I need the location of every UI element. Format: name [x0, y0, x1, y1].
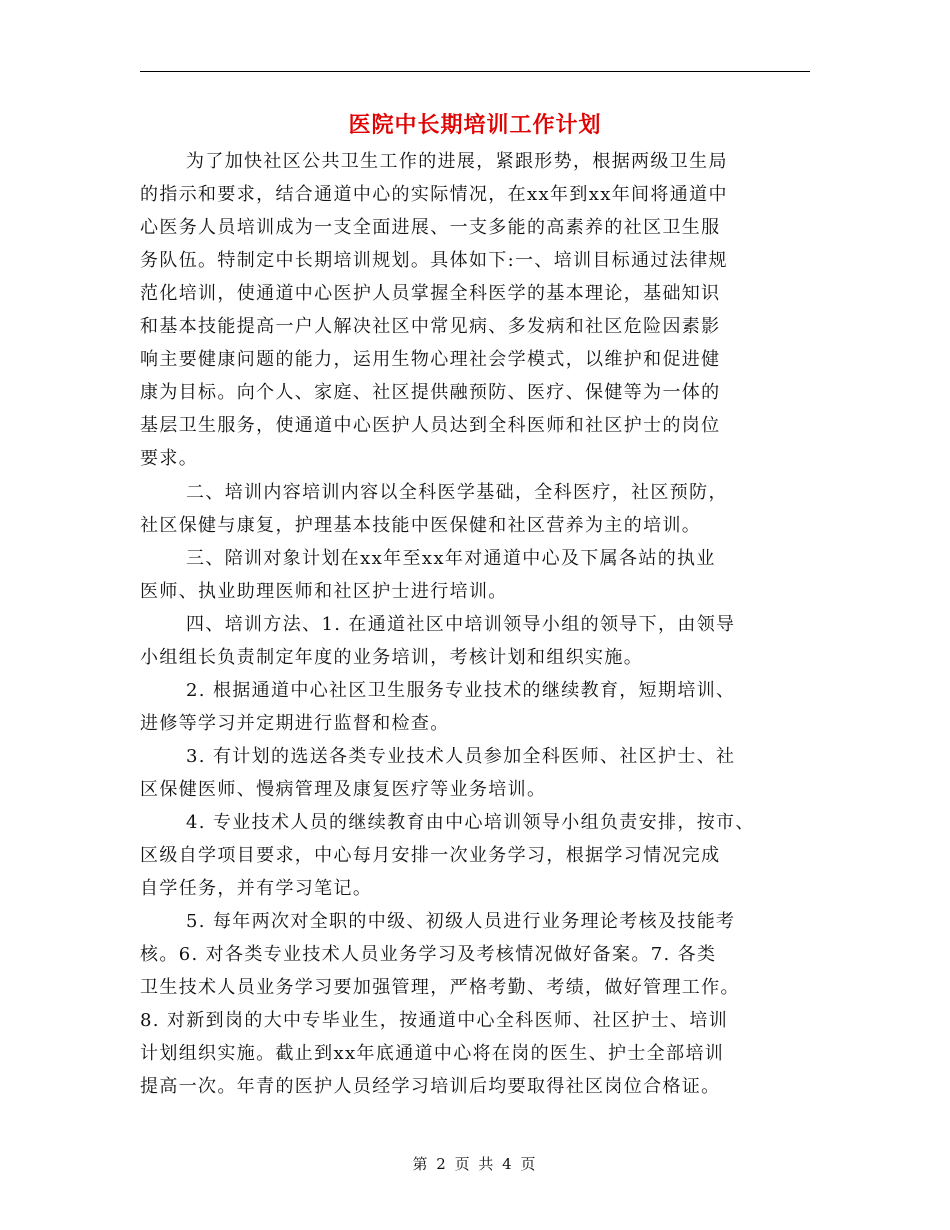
text-line: 康为目标。向个人、家庭、社区提供融预防、医疗、保健等为一体的 [140, 382, 721, 403]
page-number: 第 2 页 共 4 页 [412, 1155, 538, 1173]
text-line: 务队伍。特制定中长期培训规划。具体如下:一、培训目标通过法律规 [140, 250, 728, 271]
text-line: 8. 对新到岗的大中专毕业生，按通道中心全科医师、社区护士、培训 [140, 1010, 729, 1031]
text-line: 核。6. 对各类专业技术人员业务学习及考核情况做好备案。7. 各类 [140, 944, 717, 965]
text-line: 医师、执业助理医师和社区护士进行培训。 [140, 581, 508, 602]
text-line: 区保健医师、慢病管理及康复医疗等业务培训。 [140, 779, 547, 800]
text-line: 卫生技术人员业务学习要加强管理，严格考勤、考绩，做好管理工作。 [140, 977, 740, 998]
text-line: 区级自学项目要求，中心每月安排一次业务学习，根据学习情况完成 [140, 845, 721, 866]
text-line: 小组组长负责制定年度的业务培训，考核计划和组织实施。 [140, 647, 644, 668]
text-line: 提高一次。年青的医护人员经学习培训后均要取得社区岗位合格证。 [140, 1076, 721, 1097]
text-line: 要求。 [140, 448, 199, 469]
text-line: 响主要健康问题的能力，运用生物心理社会学模式，以维护和促进健 [140, 349, 721, 370]
text-line: 四、培训方法、1. 在通道社区中培训领导小组的领导下，由领导 [186, 614, 736, 635]
text-line: 三、陪训对象计划在xx年至xx年对通道中心及下属各站的执业 [186, 548, 716, 569]
text-line: 和基本技能提高一户人解决社区中常见病、多发病和社区危险因素影 [140, 316, 721, 337]
text-line: 社区保健与康复，护理基本技能中医保健和社区营养为主的培训。 [140, 515, 702, 536]
text-line: 心医务人员培训成为一支全面进展、一支多能的高素养的社区卫生服 [140, 217, 721, 238]
text-line: 二、培训内容培训内容以全科医学基础，全科医疗，社区预防， [186, 482, 728, 503]
text-line: 的指示和要求，结合通道中心的实际情况，在xx年到xx年间将通道中 [140, 184, 728, 205]
document-title: 医院中长期培训工作计划 [348, 112, 602, 138]
text-line: 范化培训，使通道中心医护人员掌握全科医学的基本理论，基础知识 [140, 283, 721, 304]
header-rule [140, 71, 810, 72]
text-line: 计划组织实施。截止到xx年底通道中心将在岗的医生、护士全部培训 [140, 1043, 725, 1064]
text-line: 自学任务，并有学习笔记。 [140, 878, 373, 899]
text-line: 5. 每年两次对全职的中级、初级人员进行业务理论考核及技能考 [186, 911, 736, 932]
text-line: 为了加快社区公共卫生工作的进展，紧跟形势，根据两级卫生局 [186, 151, 728, 172]
text-line: 4. 专业技术人员的继续教育由中心培训领导小组负责安排，按市、 [186, 812, 755, 833]
text-line: 基层卫生服务，使通道中心医护人员达到全科医师和社区护士的岗位 [140, 415, 721, 436]
text-line: 3. 有计划的选送各类专业技术人员参加全科医师、社区护士、社 [186, 746, 736, 767]
text-line: 进修等学习并定期进行监督和检查。 [140, 713, 450, 734]
text-line: 2. 根据通道中心社区卫生服务专业技术的继续教育，短期培训、 [186, 680, 736, 701]
